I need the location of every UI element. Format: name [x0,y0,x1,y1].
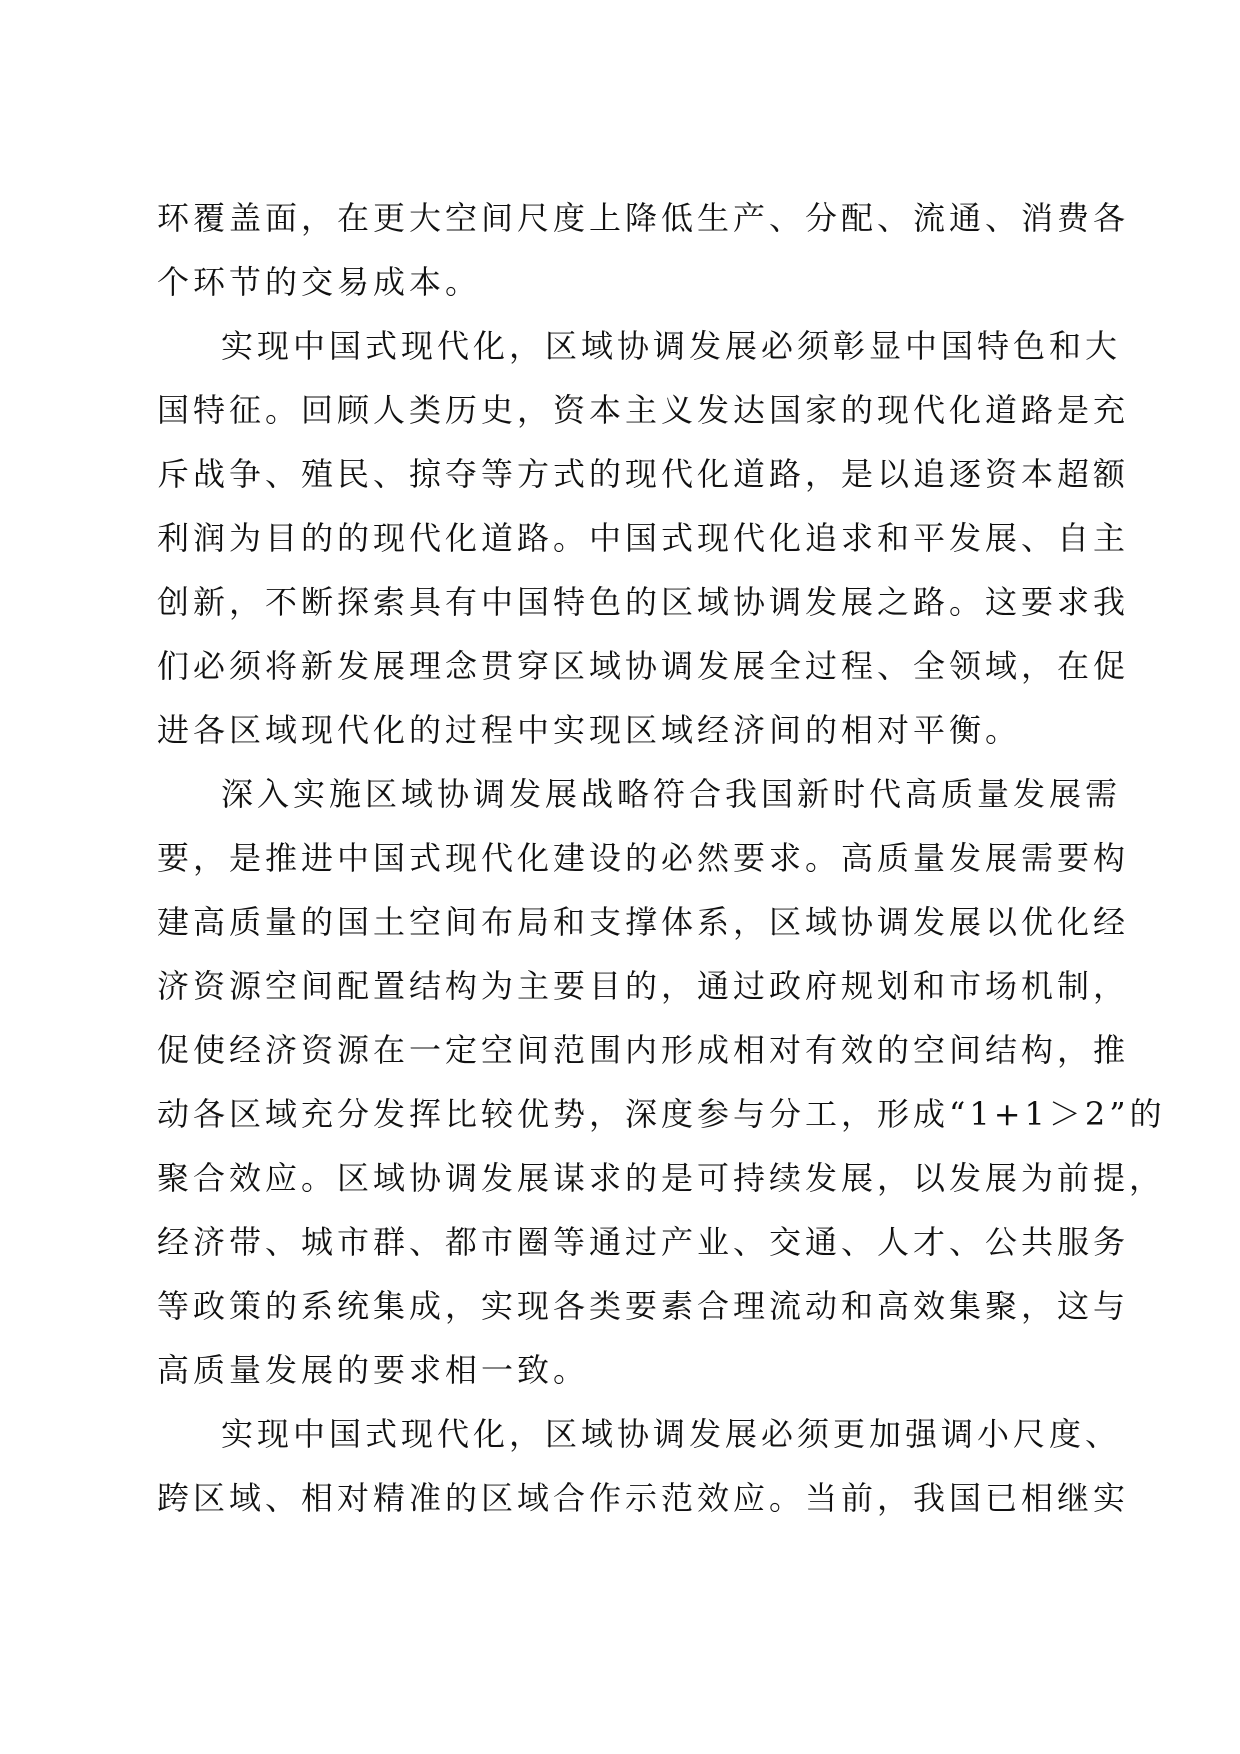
text-line: 国特征。回顾人类历史，资本主义发达国家的现代化道路是充 [157,391,1130,429]
text-line: 动各区域充分发挥比较优势，深度参与分工，形成“1+1＞2”的 [157,1095,1166,1133]
paragraph-1 [157,186,1130,314]
text-line: 环覆盖面，在更大空间尺度上降低生产、分配、流通、消费各 [157,199,1130,237]
text-line: 经济带、城市群、都市圈等通过产业、交通、人才、公共服务 [157,1223,1130,1261]
text-line: 要，是推进中国式现代化建设的必然要求。高质量发展需要构 [157,839,1130,877]
text-line: 聚合效应。区域协调发展谋求的是可持续发展，以发展为前提， [157,1159,1166,1197]
text-line: 促使经济资源在一定空间范围内形成相对有效的空间结构，推 [157,1031,1130,1069]
text-line: 实现中国式现代化，区域协调发展必须更加强调小尺度、 [221,1415,1122,1453]
text-line: 跨区域、相对精准的区域合作示范效应。当前，我国已相继实 [157,1479,1130,1517]
text-line: 深入实施区域协调发展战略符合我国新时代高质量发展需 [221,775,1122,813]
text-line: 建高质量的国土空间布局和支撑体系，区域协调发展以优化经 [157,903,1130,941]
text-line: 创新，不断探索具有中国特色的区域协调发展之路。这要求我 [157,583,1130,621]
paragraph-4 [157,1402,1130,1530]
text-line: 个环节的交易成本。 [157,263,482,301]
text-line: 进各区域现代化的过程中实现区域经济间的相对平衡。 [157,711,1022,749]
text-line: 实现中国式现代化，区域协调发展必须彰显中国特色和大 [221,327,1122,365]
text-line: 斥战争、殖民、掠夺等方式的现代化道路，是以追逐资本超额 [157,455,1130,493]
body-text [157,186,1166,1530]
text-line: 济资源空间配置结构为主要目的，通过政府规划和市场机制， [157,967,1130,1005]
text-line: 利润为目的的现代化道路。中国式现代化追求和平发展、自主 [157,519,1130,557]
text-line: 们必须将新发展理念贯穿区域协调发展全过程、全领域，在促 [157,647,1130,685]
text-line: 等政策的系统集成，实现各类要素合理流动和高效集聚，这与 [157,1287,1130,1325]
paragraph-3 [157,762,1166,1402]
text-line: 高质量发展的要求相一致。 [157,1351,590,1389]
paragraph-2 [157,314,1130,762]
